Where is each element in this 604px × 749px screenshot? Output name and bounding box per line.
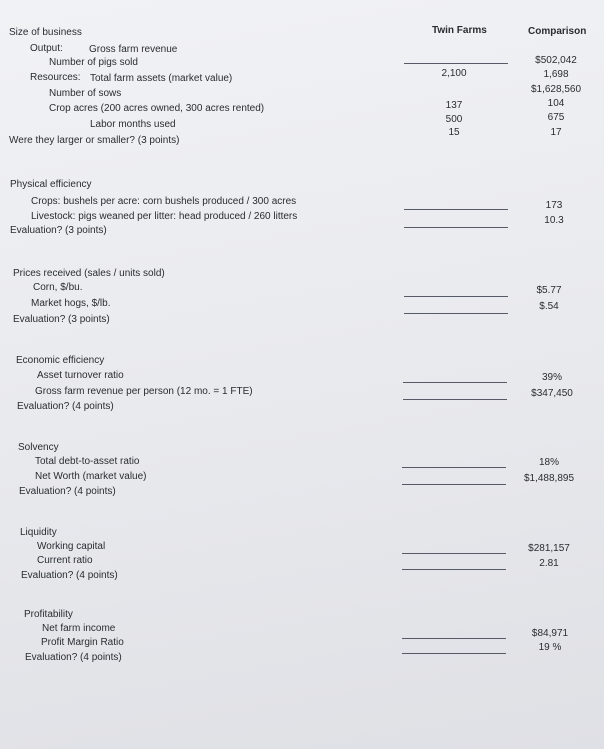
comp-crops: 173 (545, 200, 563, 211)
crops-blank[interactable] (404, 209, 508, 210)
twin-pigs-sold: 2,100 (441, 68, 467, 79)
comp-net-worth: $1,488,895 (523, 473, 575, 484)
net-worth-blank[interactable] (402, 484, 506, 485)
size-question: Were they larger or smaller? (3 points) (9, 135, 180, 146)
comp-total-assets: $1,628,560 (530, 84, 582, 95)
profitability-title: Profitability (24, 609, 73, 620)
size-title: Size of business (9, 27, 82, 38)
net-worth-label: Net Worth (market value) (35, 471, 147, 482)
asset-turnover-blank[interactable] (403, 382, 507, 383)
current-ratio-blank[interactable] (402, 569, 506, 570)
profitability-evaluation: Evaluation? (4 points) (25, 652, 122, 663)
net-income-label: Net farm income (42, 623, 116, 634)
debt-ratio-label: Total debt-to-asset ratio (35, 456, 140, 467)
liquidity-evaluation: Evaluation? (4 points) (21, 570, 118, 581)
sows-label: Number of sows (49, 88, 122, 99)
comp-working-capital: $281,157 (528, 543, 570, 554)
net-income-blank[interactable] (402, 638, 506, 639)
physical-title: Physical efficiency (10, 179, 92, 190)
comp-labor: 17 (550, 127, 562, 138)
labor-label: Labor months used (90, 119, 176, 130)
resources-label: Resources: (30, 72, 81, 83)
corn-label: Corn, $/bu. (33, 282, 83, 293)
prices-title: Prices received (sales / units sold) (13, 268, 165, 279)
solvency-title: Solvency (18, 442, 59, 453)
comp-gross-revenue: $502,042 (535, 55, 577, 66)
gross-revenue-blank[interactable] (404, 63, 508, 64)
comp-pigs-sold: 1,698 (543, 69, 569, 80)
comp-hogs: $.54 (539, 301, 559, 312)
physical-evaluation: Evaluation? (3 points) (10, 225, 107, 236)
comp-current-ratio: 2.81 (539, 558, 559, 569)
comp-corn: $5.77 (536, 285, 562, 296)
comparison-header: Comparison (528, 26, 587, 37)
twin-farms-header: Twin Farms (432, 25, 487, 36)
economic-title: Economic efficiency (16, 355, 105, 366)
livestock-label: Livestock: pigs weaned per litter: head produced / 260 litters (31, 211, 298, 222)
crop-acres-label: Crop acres (200 acres owned, 300 acres rented) (49, 103, 265, 114)
comp-margin: 19 % (538, 642, 562, 653)
comp-debt-ratio: 18% (538, 457, 559, 468)
working-capital-label: Working capital (37, 541, 106, 552)
gross-per-person-blank[interactable] (403, 399, 507, 400)
pigs-sold-label: Number of pigs sold (49, 57, 138, 68)
margin-blank[interactable] (402, 653, 506, 654)
working-capital-blank[interactable] (402, 553, 506, 554)
solvency-evaluation: Evaluation? (4 points) (19, 486, 116, 497)
margin-label: Profit Margin Ratio (41, 637, 124, 648)
comp-sows: 104 (547, 98, 565, 109)
asset-turnover-label: Asset turnover ratio (37, 370, 124, 381)
debt-ratio-blank[interactable] (402, 467, 506, 468)
economic-evaluation: Evaluation? (4 points) (17, 401, 114, 412)
crops-label: Crops: bushels per acre: corn bushels produced / 300 acres (31, 196, 297, 207)
twin-labor: 15 (448, 127, 460, 138)
hogs-label: Market hogs, $/lb. (31, 298, 111, 309)
livestock-blank[interactable] (404, 227, 508, 228)
gross-revenue-label: Gross farm revenue (89, 44, 178, 55)
corn-blank[interactable] (404, 296, 508, 297)
comp-crop-acres: 675 (547, 112, 565, 123)
comp-net-income: $84,971 (531, 628, 569, 639)
comp-livestock: 10.3 (544, 215, 564, 226)
gross-per-person-label: Gross farm revenue per person (12 mo. = 1 FTE) (35, 386, 253, 397)
comp-gross-per-person: $347,450 (531, 388, 573, 399)
hogs-blank[interactable] (404, 313, 508, 314)
twin-sows: 137 (445, 100, 463, 111)
liquidity-title: Liquidity (20, 527, 57, 538)
output-label: Output: (30, 43, 63, 54)
total-assets-label: Total farm assets (market value) (90, 73, 233, 84)
comp-asset-turnover: 39% (541, 372, 562, 383)
prices-evaluation: Evaluation? (3 points) (13, 314, 110, 325)
twin-crop-acres: 500 (445, 114, 463, 125)
current-ratio-label: Current ratio (37, 555, 93, 566)
